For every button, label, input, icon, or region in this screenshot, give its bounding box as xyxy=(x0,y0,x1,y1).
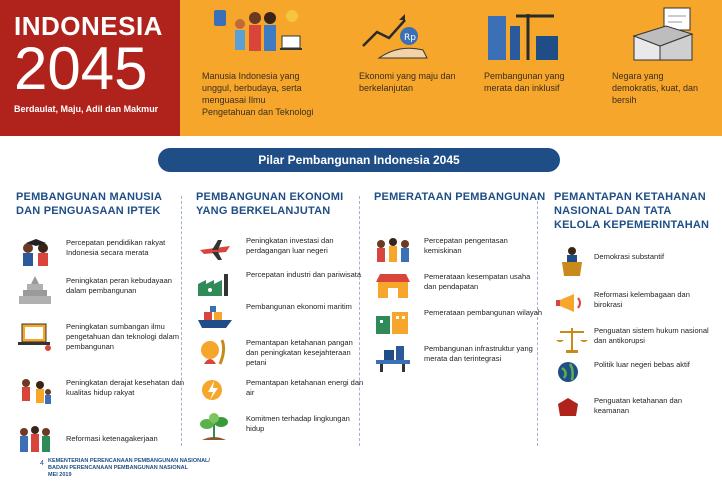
goal-human-text: Manusia Indonesia yang unggul, berbudaya, serta menguasai Ilmu Pengetahuan dan Teknologi xyxy=(202,71,314,117)
item-text: Percepatan pendidikan rakyat Indonesia secara merata xyxy=(66,238,166,257)
ballot-box-icon xyxy=(620,6,700,62)
megaphone-icon xyxy=(554,288,592,320)
scales-icon xyxy=(554,324,592,356)
workers-icon xyxy=(16,424,54,456)
money-growth-icon xyxy=(359,6,439,62)
footer-line: KEMENTERIAN PERENCANAAN PEMBANGUNAN NASIONAL/ xyxy=(48,458,210,464)
column-heading: PEMANTAPAN KETAHANAN NASIONAL DAN TATA KELOLA KEPEMERINTAHAN xyxy=(554,191,710,231)
pillar-column-human xyxy=(16,190,188,443)
item-text: Pemantapan ketahanan pangan dan peningkatan kesejahteraan petani xyxy=(246,338,353,367)
column-heading: PEMERATAAN PEMBANGUNAN xyxy=(374,191,546,203)
item-text: Peningkatan peran kebudayaan dalam pembangunan xyxy=(66,276,172,295)
hero-tagline: Berdaulat, Maju, Adil dan Makmur xyxy=(14,104,159,114)
pillar-title: Pilar Pembangunan Indonesia 2045 xyxy=(158,148,560,172)
crowd-icon xyxy=(374,234,412,266)
podium-icon xyxy=(554,246,592,278)
hero-panel xyxy=(0,0,180,136)
item-text: Pembangunan ekonomi maritim xyxy=(246,302,352,311)
item-text: Peningkatan derajat kesehatan dan kualitas hidup rakyat xyxy=(66,378,185,397)
energy-icon xyxy=(196,376,234,408)
pillar-column-economy xyxy=(196,190,368,450)
goal-economy-text: Ekonomi yang maju dan berkelanjutan xyxy=(359,71,456,93)
goal-economy xyxy=(355,0,465,136)
footer-line: MEI 2019 xyxy=(48,472,72,478)
item-text: Demokrasi substantif xyxy=(594,252,665,261)
svg-text:Rp: Rp xyxy=(404,33,416,43)
item-text: Penguatan sistem hukum nasional dan antikorupsi xyxy=(594,326,709,345)
footer-line: BADAN PERENCANAAN PEMBANGUNAN NASIONAL xyxy=(48,465,188,471)
goals-banner xyxy=(180,0,722,136)
column-heading: PEMBANGUNAN EKONOMI YANG BERKELANJUTAN xyxy=(196,191,344,217)
page-number: 4 xyxy=(40,460,44,467)
item-text: Percepatan pengentasan kemiskinan xyxy=(424,236,508,255)
airplane-icon xyxy=(196,234,234,266)
item-text: Reformasi kelembagaan dan birokrasi xyxy=(594,290,690,309)
family-icon xyxy=(210,6,310,62)
temple-icon xyxy=(16,274,54,306)
infrastructure-icon xyxy=(374,342,412,374)
goal-governance xyxy=(608,0,718,136)
hero-title-year: 2045 xyxy=(14,35,148,102)
item-text: Pemerataan kesempatan usaha dan pendapatan xyxy=(424,272,531,291)
item-text: Peningkatan sumbangan ilmu pengetahuan dan teknologi dalam pembangunan xyxy=(66,322,180,351)
region-icon xyxy=(374,306,412,338)
ship-icon xyxy=(196,300,234,332)
laptop-icon xyxy=(16,320,54,352)
column-heading: PEMBANGUNAN MANUSIA DAN PENGUASAAN IPTEK xyxy=(16,191,162,217)
globe-icon xyxy=(554,358,592,390)
goal-governance-text: Negara yang demokratis, kuat, dan bersih xyxy=(612,71,699,105)
family-health-icon xyxy=(16,376,54,408)
factory-icon xyxy=(196,268,234,300)
goal-human xyxy=(198,0,318,136)
hero-title-line1: INDONESIA xyxy=(14,11,163,41)
graduation-icon xyxy=(16,236,54,268)
plant-icon xyxy=(196,412,234,444)
item-text: Pembangunan infrastruktur yang merata dan terintegrasi xyxy=(424,344,533,363)
item-text: Pemerataan pembangunan wilayah xyxy=(424,308,542,317)
item-text: Penguatan ketahanan dan keamanan xyxy=(594,396,682,415)
item-text: Pemantapan ketahanan energi dan air xyxy=(246,378,364,397)
pillar-column-equity xyxy=(374,190,546,430)
item-text: Politik luar negeri bebas aktif xyxy=(594,360,690,369)
item-text: Peningkatan investasi dan perdagangan luar negeri xyxy=(246,236,334,255)
goal-equity-text: Pembangunan yang merata dan inklusif xyxy=(484,71,565,93)
footer-credit xyxy=(48,458,210,479)
rice-icon xyxy=(196,336,234,368)
city-building-icon xyxy=(484,6,564,62)
pillar-column-governance xyxy=(554,190,714,450)
shield-icon xyxy=(554,394,592,426)
item-text: Reformasi ketenagakerjaan xyxy=(66,434,158,443)
shop-icon xyxy=(374,270,412,302)
item-text: Komitmen terhadap lingkungan hidup xyxy=(246,414,350,433)
item-text: Percepatan industri dan pariwisata xyxy=(246,270,362,279)
goal-equity xyxy=(480,0,590,136)
